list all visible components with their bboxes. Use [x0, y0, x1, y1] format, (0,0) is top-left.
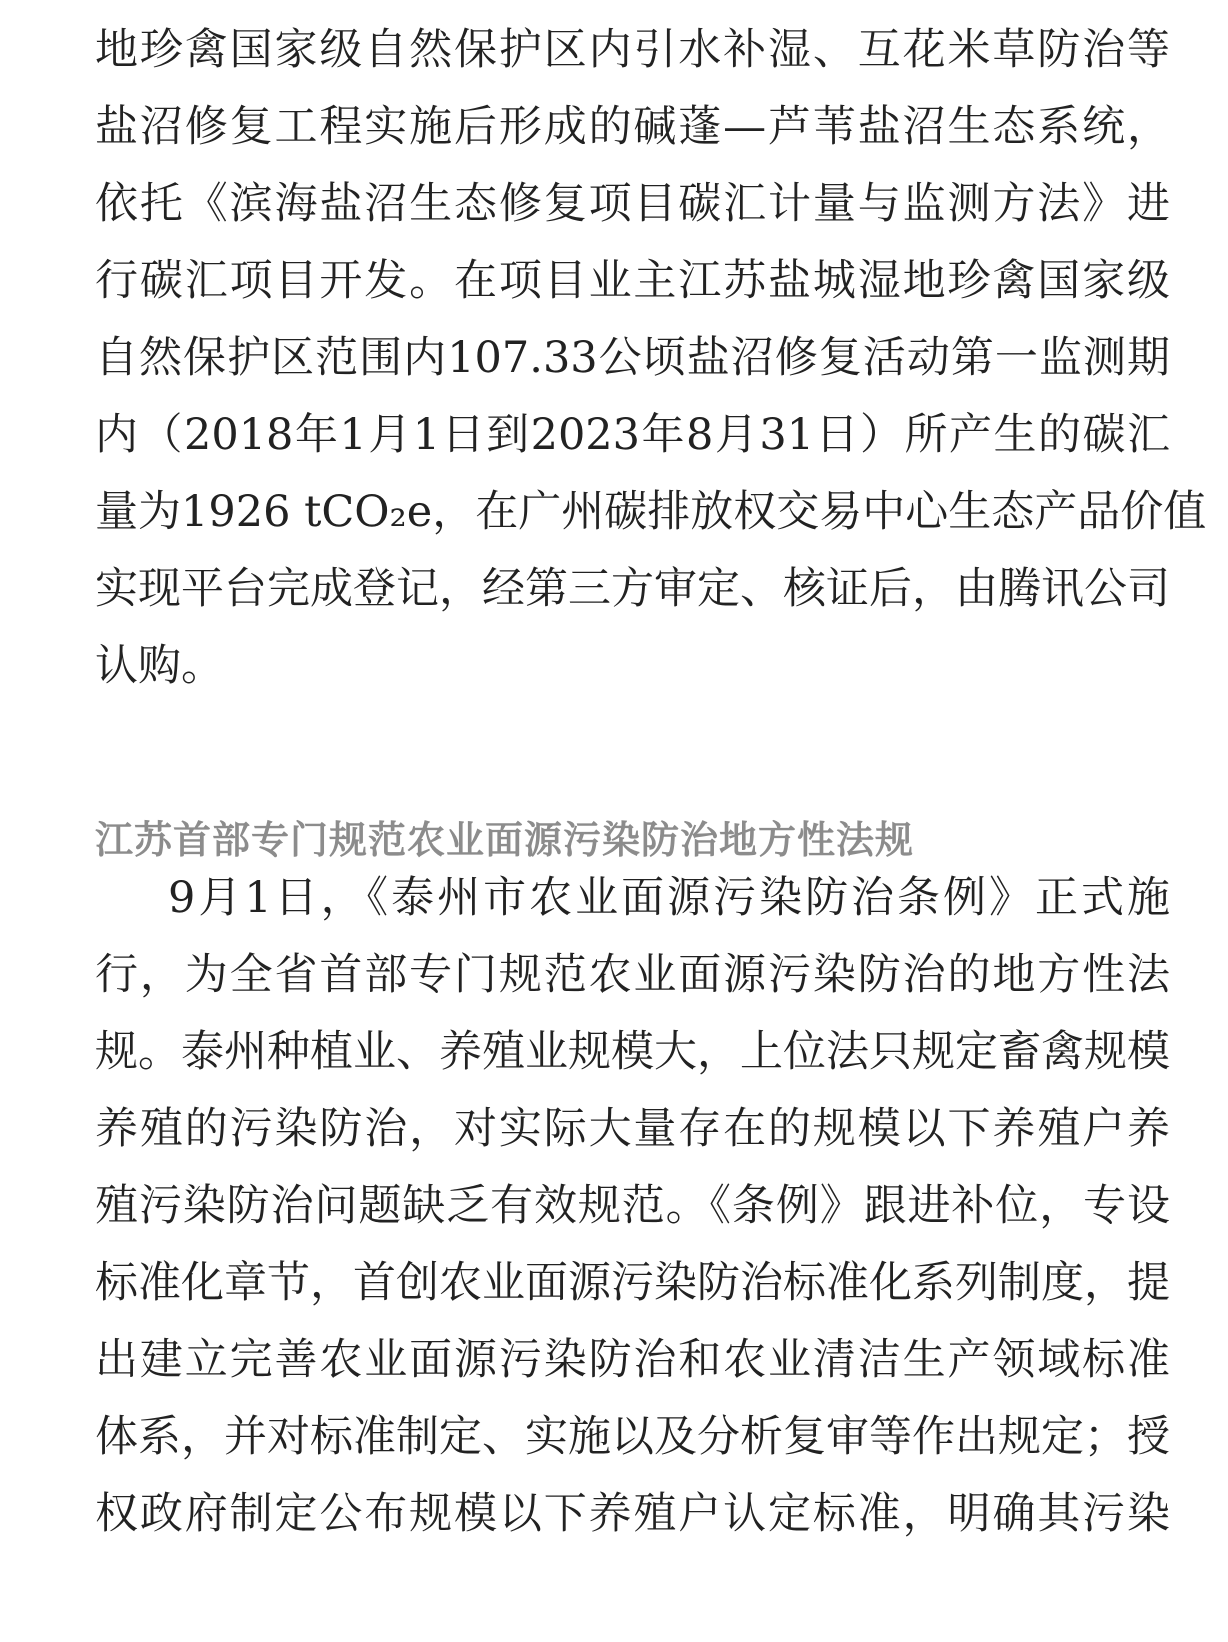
paragraph-1-line-6: 内（2018年1月1日到2023年8月31日）所产生的碳汇 [95, 410, 1170, 460]
paragraph-2-line-6: 标准化章节，首创农业面源污染防治标准化系列制度，提 [95, 1258, 1170, 1308]
paragraph-1-line-9: 认购。 [95, 641, 224, 691]
section-heading: 江苏首部专门规范农业面源污染防治地方性法规 [95, 818, 915, 862]
paragraph-2-line-2: 行，为全省首部专门规范农业面源污染防治的地方性法 [95, 950, 1170, 1000]
paragraph-2-line-9: 权政府制定公布规模以下养殖户认定标准，明确其污染 [95, 1489, 1170, 1539]
paragraph-1-line-5: 自然保护区范围内107.33公顷盐沼修复活动第一监测期 [95, 333, 1170, 383]
paragraph-2-line-7: 出建立完善农业面源污染防治和农业清洁生产领域标准 [95, 1335, 1170, 1385]
paragraph-2-line-1: 9月1日，《泰州市农业面源污染防治条例》正式施 [168, 873, 1170, 923]
paragraph-2-line-3: 规。泰州种植业、养殖业规模大，上位法只规定畜禽规模 [95, 1027, 1170, 1077]
paragraph-1-line-2: 盐沼修复工程实施后形成的碱蓬—芦苇盐沼生态系统， [95, 102, 1170, 152]
paragraph-1-line-7: 量为1926 tCO₂e，在广州碳排放权交易中心生态产品价值 [95, 487, 1207, 537]
paragraph-2-line-8: 体系，并对标准制定、实施以及分析复审等作出规定；授 [95, 1412, 1170, 1462]
paragraph-1-line-4: 行碳汇项目开发。在项目业主江苏盐城湿地珍禽国家级 [95, 256, 1170, 306]
paragraph-2-line-4: 养殖的污染防治，对实际大量存在的规模以下养殖户养 [95, 1104, 1170, 1154]
paragraph-1-line-3: 依托《滨海盐沼生态修复项目碳汇计量与监测方法》进 [95, 179, 1170, 229]
paragraph-2-line-5: 殖污染防治问题缺乏有效规范。《条例》跟进补位，专设 [95, 1181, 1170, 1231]
paragraph-1-line-1: 地珍禽国家级自然保护区内引水补湿、互花米草防治等 [95, 25, 1170, 75]
paragraph-1-line-8: 实现平台完成登记，经第三方审定、核证后，由腾讯公司 [95, 564, 1170, 614]
